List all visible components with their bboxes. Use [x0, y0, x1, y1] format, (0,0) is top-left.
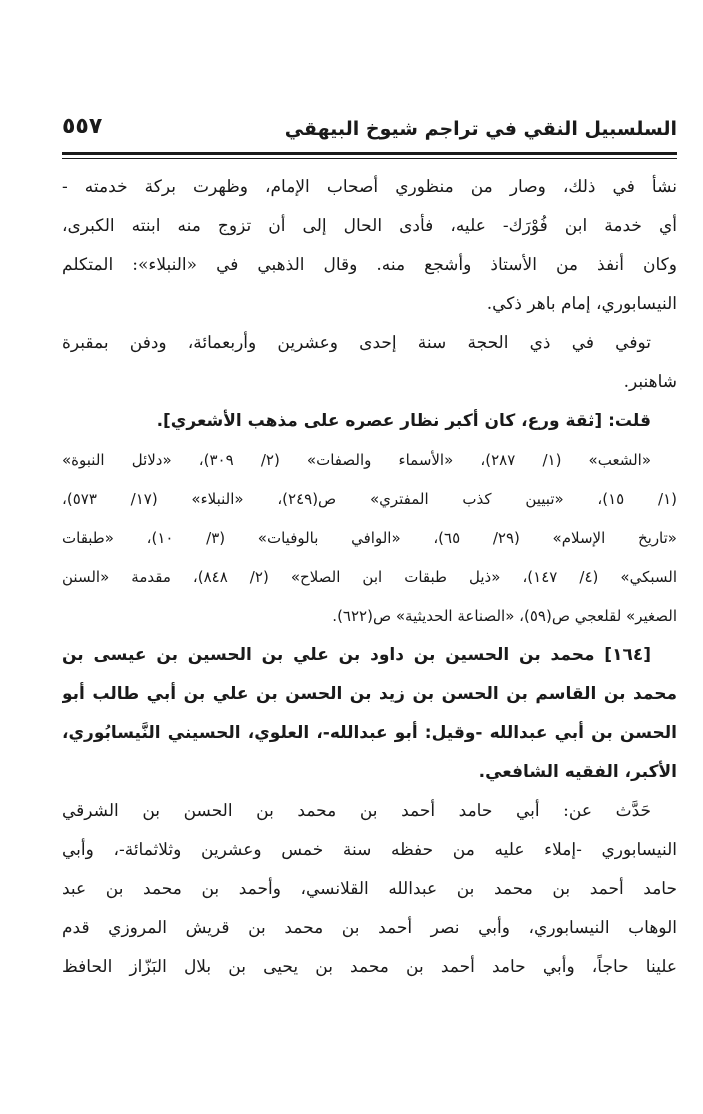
running-title: السلسبيل النقي في تراجم شيوخ البيهقي: [284, 118, 677, 140]
reference-line: السبكي» (٤/ ١٤٧)، «ذيل طبقات ابن الصلاح» (٢/ ٨٤٨)، مقدمة «السنن: [62, 568, 677, 586]
header-rule-thick: [62, 152, 677, 155]
reference-line: (١/ ١٥)، «تبيين كذب المفتري» ص(٢٤٩)، «النبلاء» (١٧/ ٥٧٣)،: [62, 490, 677, 508]
text-line: حَدَّث عن: أبي حامد أحمد بن محمد بن الحسن بن الشرقي: [62, 801, 651, 821]
reference-line: الصغير» لقلعجي ص(٥٩)، «الصناعة الحديثية» ص(٦٢٢).: [332, 607, 677, 625]
paragraph-biography: [62, 168, 677, 324]
text-line: علينا حاجاً، وأبي حامد أحمد بن محمد بن يحيى بن بلال البَزّاز الحافظ: [62, 957, 677, 977]
reference-line: «تاريخ الإسلام» (٢٩/ ٦٥)، «الوافي بالوفيات» (٣/ ١٠)، «طبقات: [62, 529, 677, 547]
text-line: أي خدمة ابن فُوْرَك- عليه، فأدى الحال إلى أن تزوج منه ابنته الكبرى،: [62, 216, 677, 236]
text-line: توفي في ذي الحجة سنة إحدى وعشرين وأربعمائة، ودفن بمقبرة: [62, 333, 651, 353]
entry-heading-line: الأكبر، الفقيه الشافعي.: [478, 762, 677, 782]
page-number: ٥٥٧: [62, 114, 103, 139]
entry-heading: [62, 636, 677, 792]
references-block: [62, 441, 677, 636]
verdict-line: قلت: [ثقة ورع، كان أكبر نظار عصره على مذهب الأشعري].: [156, 411, 651, 431]
text-line: الوهاب النيسابوري، وأبي نصر أحمد بن محمد بن قريش المروزي قدم: [62, 918, 677, 938]
text-line: وكان أنفذ من الأستاذ وأشجع منه. وقال الذهبي في «النبلاء»: المتكلم: [62, 255, 677, 275]
page-header: [62, 112, 677, 152]
text-line: حامد أحمد بن محمد بن عبدالله القلانسي، وأحمد بن محمد بن عبد: [62, 879, 677, 899]
header-rule-thin: [62, 158, 677, 159]
entry-text: [62, 792, 677, 987]
paragraph-death: [62, 324, 677, 402]
text-line: النيسابوري، إمام باهر ذكي.: [486, 294, 677, 314]
text-line: النيسابوري -إملاء عليه من حفظه سنة خمس وعشرين وثلاثمائة-، وأبي: [62, 840, 677, 860]
text-line: شاهنبر.: [623, 372, 677, 392]
text-line: نشأ في ذلك، وصار من منظوري أصحاب الإمام، وظهرت بركة خدمته -: [62, 177, 677, 197]
entry-heading-line: محمد بن القاسم بن الحسن بن زيد بن الحسن بن علي بن أبي طالب أبو: [62, 684, 677, 704]
book-page: [62, 112, 677, 977]
page-body: [62, 168, 677, 987]
entry-heading-line: [١٦٤] محمد بن الحسين بن داود بن علي بن الحسين بن عيسى بن: [62, 645, 651, 665]
entry-heading-line: الحسن بن أبي عبدالله -وقيل: أبو عبدالله-، العلوي، الحسيني النَّيسابُوري،: [62, 723, 677, 743]
reference-line: «الشعب» (١/ ٢٨٧)، «الأسماء والصفات» (٢/ ٣٠٩)، «دلائل النبوة»: [62, 451, 651, 469]
